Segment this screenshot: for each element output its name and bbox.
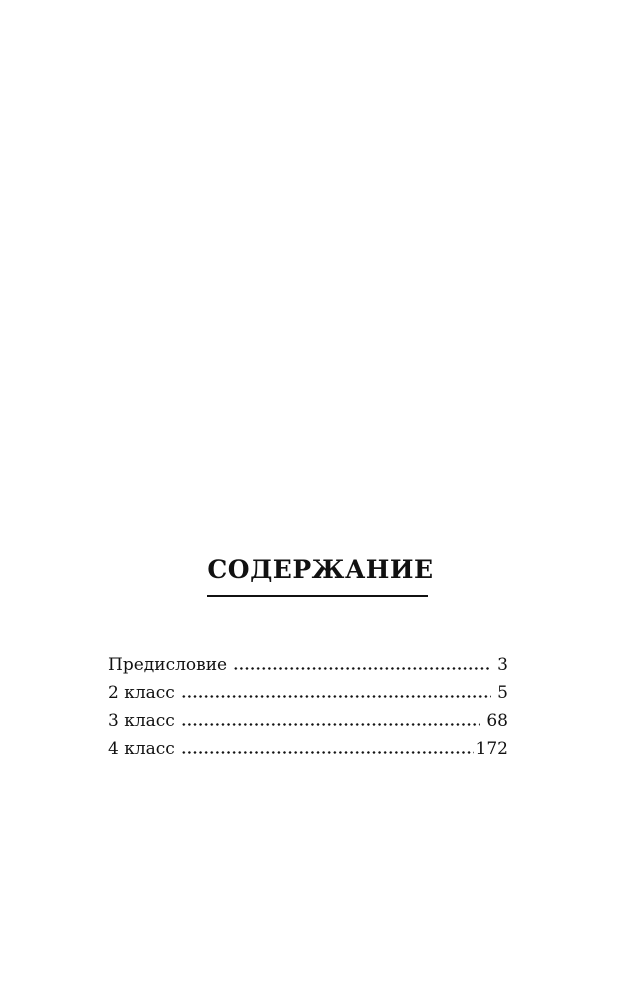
dot-leader: [181, 695, 491, 698]
dot-leader: [233, 667, 491, 670]
toc-entry-preface[interactable]: [108, 651, 508, 679]
toc-entry-label: 3 класс: [108, 711, 175, 731]
toc-entry-label: Предисловие: [108, 655, 228, 675]
toc-entry-page: 3: [497, 655, 508, 675]
toc-entry-grade-2[interactable]: [108, 679, 508, 707]
toc-entry-page: 68: [486, 711, 508, 731]
page-title: СОДЕРЖАНИЕ: [207, 555, 434, 584]
toc-entry-page: 172: [475, 739, 508, 759]
toc-entry-grade-3[interactable]: [108, 707, 508, 735]
table-of-contents: [108, 651, 508, 763]
toc-entry-grade-4[interactable]: [108, 735, 508, 763]
title-underline: [207, 595, 428, 597]
toc-entry-page: 5: [497, 683, 508, 703]
dot-leader: [181, 723, 481, 726]
dot-leader: [181, 751, 474, 754]
toc-entry-label: 2 класс: [108, 683, 175, 703]
toc-entry-label: 4 класс: [108, 739, 175, 759]
